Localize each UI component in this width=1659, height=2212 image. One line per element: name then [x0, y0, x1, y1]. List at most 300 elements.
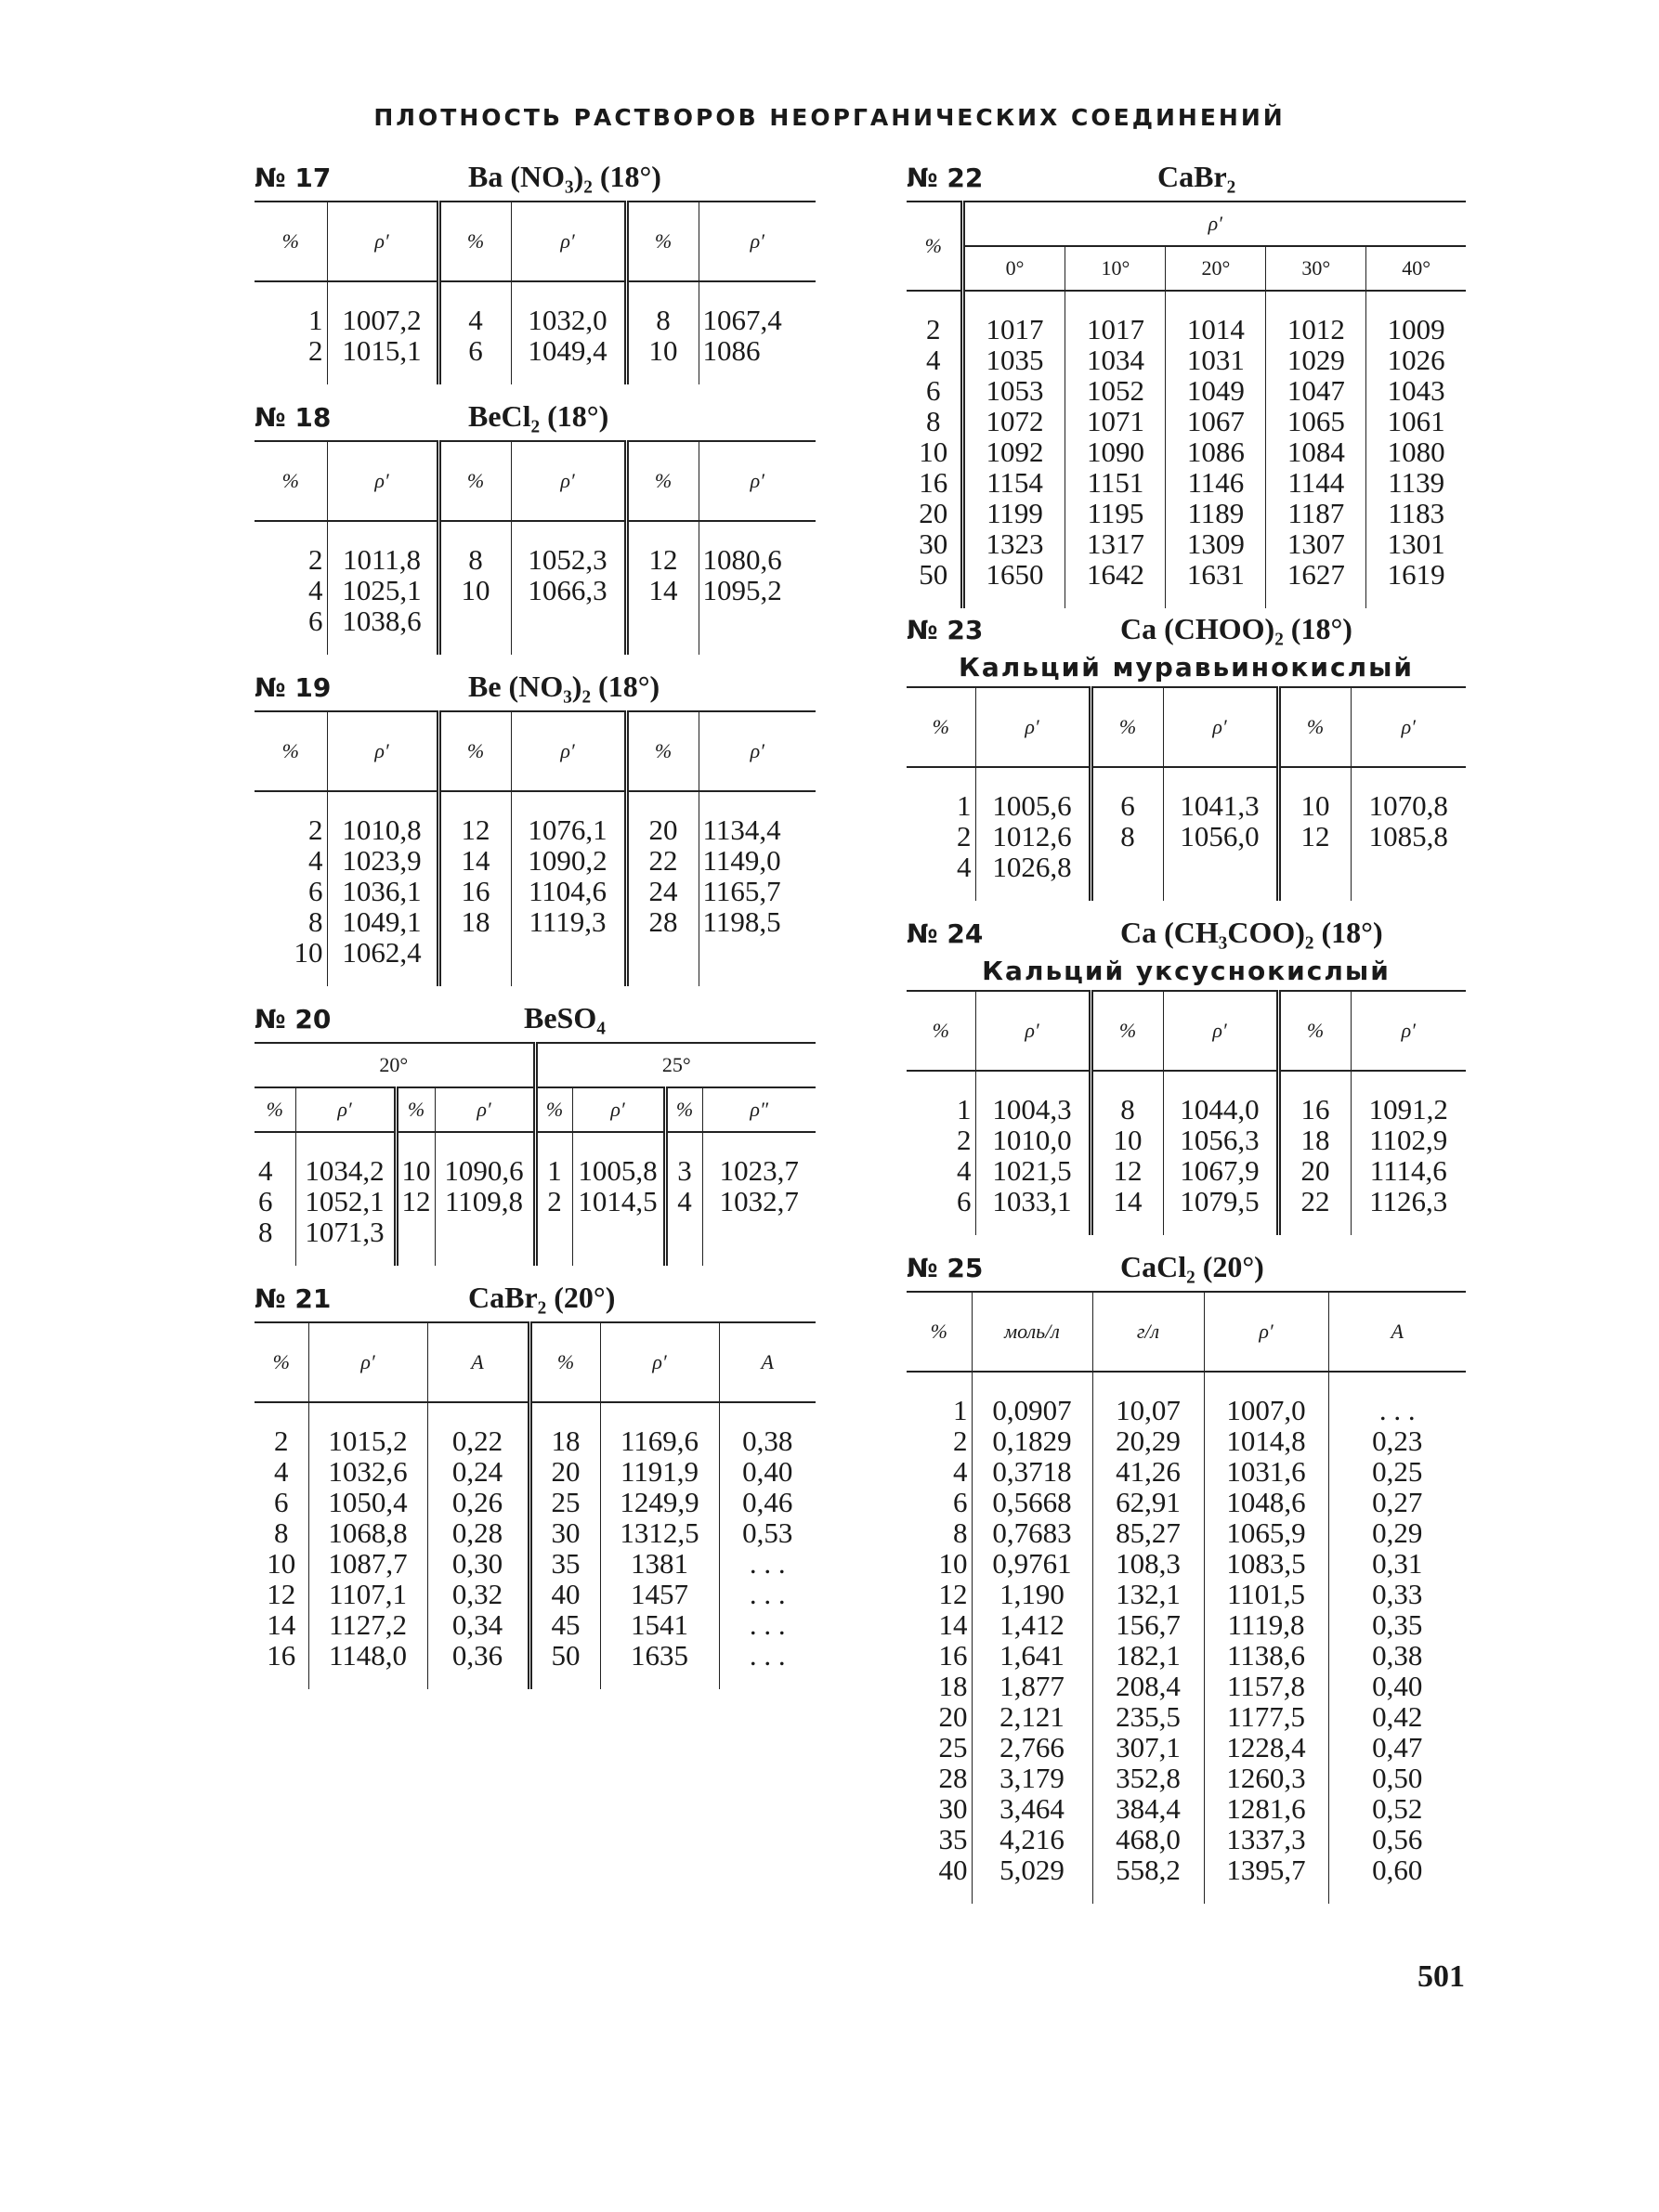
cell: 132,1	[1092, 1579, 1204, 1609]
cell	[511, 605, 626, 655]
cell: 1090,6	[435, 1132, 535, 1186]
cell: 1187	[1266, 498, 1366, 528]
table-23	[907, 686, 1466, 901]
cell	[438, 605, 511, 655]
table-row	[907, 1372, 1466, 1425]
cell: 8	[308, 905, 323, 938]
cell: 1068,8	[308, 1517, 427, 1548]
cell: 0,26	[427, 1487, 529, 1517]
col-header-rho: ρ′	[308, 1322, 427, 1402]
cell: 6	[953, 1486, 968, 1518]
cell: 1012	[1266, 291, 1366, 345]
table-23-subtitle: Кальций муравьинокислый	[958, 652, 1415, 683]
col-header-pct: %	[907, 202, 962, 291]
cell: 14	[267, 1608, 296, 1641]
temp-header: 0°	[962, 246, 1065, 291]
cell: 20	[1278, 1155, 1351, 1186]
cell: 2	[957, 1124, 972, 1156]
cell: 14	[938, 1608, 968, 1641]
cell: 40	[529, 1579, 600, 1609]
cell: 0,5668	[972, 1487, 1092, 1517]
cell: 1041,3	[1163, 767, 1278, 821]
cell: 4	[274, 1455, 289, 1488]
table-24-title	[907, 916, 1466, 953]
col-header-pct: %	[255, 1087, 295, 1132]
col-header-pct: %	[255, 202, 327, 281]
cell: 6	[274, 1486, 289, 1518]
cell	[1163, 852, 1278, 901]
right-column	[907, 160, 1466, 1919]
cell: 12	[1091, 1155, 1163, 1186]
table-row	[907, 1854, 1466, 1904]
cell: 10	[1278, 767, 1351, 821]
table-row	[907, 1071, 1466, 1125]
cell: 0,30	[427, 1548, 529, 1579]
table-row	[255, 1517, 816, 1548]
cell: 1017	[1065, 291, 1166, 345]
cell: 1642	[1065, 559, 1166, 608]
table-number: № 18	[255, 402, 332, 433]
cell: 0,47	[1328, 1732, 1466, 1763]
cell: 2,121	[972, 1701, 1092, 1732]
cell: 1138,6	[1204, 1640, 1328, 1671]
table-row	[907, 1701, 1466, 1732]
cell: 1281,6	[1204, 1793, 1328, 1824]
cell: 2	[308, 334, 323, 367]
cell: 1031	[1166, 345, 1266, 375]
cell: 0,35	[1328, 1609, 1466, 1640]
cell: 4	[926, 344, 941, 376]
cell: 10	[919, 436, 948, 468]
cell: 0,50	[1328, 1763, 1466, 1793]
table-row	[255, 281, 816, 335]
cell: 0,27	[1328, 1487, 1466, 1517]
table-23-title	[907, 612, 1466, 649]
cell: 1011,8	[327, 521, 438, 575]
cell	[1278, 852, 1351, 901]
cell	[702, 1217, 816, 1266]
table-row	[907, 1824, 1466, 1854]
cell: 1,412	[972, 1609, 1092, 1640]
cell: 12	[396, 1186, 435, 1217]
cell: 6	[438, 335, 511, 384]
cell: 1,877	[972, 1671, 1092, 1701]
table-row	[907, 767, 1466, 821]
cell: 0,40	[719, 1456, 816, 1487]
cell: 8	[274, 1516, 289, 1549]
cell: 1301	[1366, 528, 1466, 559]
cell: 1065	[1266, 406, 1366, 436]
cell: 35	[938, 1823, 968, 1855]
cell: 1541	[600, 1609, 719, 1640]
table-row	[255, 845, 816, 876]
cell: 1381	[600, 1548, 719, 1579]
table-row	[255, 335, 816, 384]
table-23-block	[907, 612, 1466, 901]
temp-header: 40°	[1366, 246, 1466, 291]
cell: 1134,4	[699, 791, 816, 845]
cell: 1165,7	[699, 876, 816, 906]
cell: 18	[529, 1402, 600, 1456]
page-header: ПЛОТНОСТЬ РАСТВОРОВ НЕОРГАНИЧЕСКИХ СОЕДИНЕНИЙ	[373, 104, 1286, 131]
table-row	[255, 1132, 816, 1186]
table-number: № 23	[907, 615, 984, 645]
table-21-title	[255, 1281, 816, 1321]
cell: 1015,1	[327, 335, 438, 384]
cell: 1009	[1366, 291, 1466, 345]
cell: 1049	[1166, 375, 1266, 406]
table-24-subtitle: Кальций уксуснокислый	[982, 956, 1391, 986]
cell: 25	[938, 1731, 968, 1763]
col-header-rho: ρ′	[1163, 687, 1278, 767]
cell: 1085,8	[1351, 821, 1466, 852]
col-header-pct: %	[535, 1087, 572, 1132]
col-header-rho: ρ′	[699, 202, 816, 281]
cell	[626, 605, 699, 655]
page-number: 501	[1417, 1959, 1465, 1994]
cell: 0,25	[1328, 1456, 1466, 1487]
table-25-body	[907, 1372, 1466, 1904]
cell: 1127,2	[308, 1609, 427, 1640]
col-header-rho: ρ′	[435, 1087, 535, 1132]
cell: 8	[438, 521, 511, 575]
cell: 1048,6	[1204, 1487, 1328, 1517]
cell: 0,28	[427, 1517, 529, 1548]
cell: 1067,4	[699, 281, 816, 335]
cell: 1076,1	[511, 791, 626, 845]
cell: 1032,6	[308, 1456, 427, 1487]
cell: 1071,3	[295, 1217, 396, 1266]
cell: 1146	[1166, 467, 1266, 498]
cell: 1109,8	[435, 1186, 535, 1217]
cell: 1148,0	[308, 1640, 427, 1689]
cell: 1107,1	[308, 1579, 427, 1609]
cell: 1086	[699, 335, 816, 384]
cell: 1084	[1266, 436, 1366, 467]
cell: 12	[626, 521, 699, 575]
cell: . . .	[1328, 1372, 1466, 1425]
cell: 1025,1	[327, 575, 438, 605]
cell	[699, 605, 816, 655]
cell: 1014,5	[572, 1186, 665, 1217]
cell: 10,07	[1092, 1372, 1204, 1425]
table-row	[255, 1548, 816, 1579]
cell: 6	[308, 875, 323, 907]
cell: 12	[938, 1578, 968, 1610]
table-row	[907, 436, 1466, 467]
cell: 1056,3	[1163, 1125, 1278, 1155]
cell: 1026,8	[975, 852, 1091, 901]
cell: 1080,6	[699, 521, 816, 575]
cell: 85,27	[1092, 1517, 1204, 1548]
table-formula: Be (NO₃)₂ (18°)	[468, 670, 660, 703]
cell: 156,7	[1092, 1609, 1204, 1640]
cell: 1083,5	[1204, 1548, 1328, 1579]
cell: 41,26	[1092, 1456, 1204, 1487]
cell: 1017	[962, 291, 1065, 345]
cell: 1023,9	[327, 845, 438, 876]
cell: 35	[529, 1548, 600, 1579]
table-row	[907, 345, 1466, 375]
cell: 1066,3	[511, 575, 626, 605]
cell: 1049,1	[327, 906, 438, 937]
table-21	[255, 1321, 816, 1689]
cell	[511, 937, 626, 986]
cell: 1,641	[972, 1640, 1092, 1671]
table-row	[255, 1609, 816, 1640]
table-row	[907, 559, 1466, 608]
cell: 0,38	[1328, 1640, 1466, 1671]
temp-header: 30°	[1266, 246, 1366, 291]
cell: 1010,0	[975, 1125, 1091, 1155]
col-header-rho2: ρ″	[702, 1087, 816, 1132]
cell: 1119,8	[1204, 1609, 1328, 1640]
cell: . . .	[719, 1548, 816, 1579]
col-header-pct: %	[907, 991, 975, 1071]
cell: 50	[529, 1640, 600, 1689]
cell: 25	[529, 1487, 600, 1517]
cell: 3	[665, 1132, 702, 1186]
table-18	[255, 440, 816, 655]
cell: 1079,5	[1163, 1186, 1278, 1235]
col-header-a: A	[1328, 1292, 1466, 1372]
col-header-rho: ρ′	[699, 441, 816, 521]
cell: 1	[957, 789, 972, 822]
cell: 4	[957, 851, 972, 883]
col-header-rho: ρ′	[327, 711, 438, 791]
col-header-rho: ρ′	[1351, 687, 1466, 767]
col-header-rho: ρ′	[975, 687, 1091, 767]
cell: 0,42	[1328, 1701, 1466, 1732]
cell: 1395,7	[1204, 1854, 1328, 1904]
left-column	[255, 160, 816, 1704]
cell: 1092	[962, 436, 1065, 467]
table-row	[255, 937, 816, 986]
cell: 16	[938, 1639, 968, 1672]
col-header-pct: %	[529, 1322, 600, 1402]
cell: 1005,6	[975, 767, 1091, 821]
cell: 1323	[962, 528, 1065, 559]
cell: 22	[1278, 1186, 1351, 1235]
cell: 0,32	[427, 1579, 529, 1609]
table-row	[907, 406, 1466, 436]
table-row	[255, 1579, 816, 1609]
table-22-body	[907, 291, 1466, 608]
table-row	[907, 1640, 1466, 1671]
col-header-pct: %	[438, 711, 511, 791]
col-header-rho: ρ′	[511, 202, 626, 281]
cell: 1015,2	[308, 1402, 427, 1456]
col-header-mol: моль/л	[972, 1292, 1092, 1372]
cell: 1012,6	[975, 821, 1091, 852]
table-number: № 22	[907, 163, 984, 193]
cell: 1317	[1065, 528, 1166, 559]
temp-header: 10°	[1065, 246, 1166, 291]
cell	[1351, 852, 1466, 901]
cell: 1139	[1366, 467, 1466, 498]
cell: 1032,7	[702, 1186, 816, 1217]
table-22-block	[907, 160, 1466, 608]
cell: 468,0	[1092, 1824, 1204, 1854]
cell: 10	[938, 1547, 968, 1580]
cell: 1007,2	[327, 281, 438, 335]
cell: 1044,0	[1163, 1071, 1278, 1125]
cell: 6	[957, 1185, 972, 1217]
cell: 2	[535, 1186, 572, 1217]
table-25	[907, 1291, 1466, 1904]
cell: 14	[438, 845, 511, 876]
col-header-rho: ρ′	[572, 1087, 665, 1132]
col-header-pct: %	[626, 711, 699, 791]
table-number: № 25	[907, 1253, 984, 1283]
table-19-title	[255, 670, 816, 710]
cell: 1	[953, 1394, 968, 1426]
cell: 1312,5	[600, 1517, 719, 1548]
col-header-rho: ρ′	[1351, 991, 1466, 1071]
table-row	[907, 821, 1466, 852]
col-header-rho: ρ′	[327, 441, 438, 521]
cell: 40	[938, 1854, 968, 1886]
cell: 2,766	[972, 1732, 1092, 1763]
cell: 16	[919, 466, 948, 499]
table-row	[907, 498, 1466, 528]
cell: 0,29	[1328, 1517, 1466, 1548]
col-header-rho: ρ′	[699, 711, 816, 791]
temp-header: 20°	[1166, 246, 1266, 291]
cell: 1065,9	[1204, 1517, 1328, 1548]
cell: 28	[938, 1762, 968, 1794]
cell: 1056,0	[1163, 821, 1278, 852]
table-20	[255, 1042, 816, 1266]
cell: 1126,3	[1351, 1186, 1466, 1235]
table-row	[907, 1456, 1466, 1487]
table-formula: Ca (CH₃COO)₂ (18°)	[1120, 916, 1383, 949]
table-18-block	[255, 399, 816, 655]
cell: 1038,6	[327, 605, 438, 655]
cell: 1149,0	[699, 845, 816, 876]
cell: 1199	[962, 498, 1065, 528]
cell: 4	[308, 574, 323, 606]
cell: 1080	[1366, 436, 1466, 467]
cell: 6	[926, 374, 941, 407]
temp-header-25: 25°	[535, 1043, 816, 1087]
cell: 1	[535, 1132, 572, 1186]
col-header-pct: %	[255, 711, 327, 791]
cell: 0,40	[1328, 1671, 1466, 1701]
col-header-pct: %	[907, 1292, 972, 1372]
cell: . . .	[719, 1579, 816, 1609]
table-formula: Ba (NO₃)₂ (18°)	[468, 160, 661, 193]
cell: 1031,6	[1204, 1456, 1328, 1487]
cell: 2	[953, 1425, 968, 1457]
cell: 4	[258, 1154, 273, 1187]
cell: 14	[626, 575, 699, 605]
col-header-gl: г/л	[1092, 1292, 1204, 1372]
table-row	[907, 1763, 1466, 1793]
cell: 16	[438, 876, 511, 906]
cell: 0,60	[1328, 1854, 1466, 1904]
table-row	[255, 1456, 816, 1487]
cell: 1144	[1266, 467, 1366, 498]
table-row	[907, 375, 1466, 406]
cell: 16	[267, 1639, 296, 1672]
table-24	[907, 990, 1466, 1235]
cell: 0,38	[719, 1402, 816, 1456]
table-formula: BeSO₄	[524, 1001, 606, 1034]
cell: 0,33	[1328, 1579, 1466, 1609]
cell: . . .	[719, 1640, 816, 1689]
cell: 1067	[1166, 406, 1266, 436]
table-row	[907, 1579, 1466, 1609]
col-header-pct: %	[438, 202, 511, 281]
cell: 18	[1278, 1125, 1351, 1155]
cell: 0,23	[1328, 1425, 1466, 1456]
table-row	[907, 1186, 1466, 1235]
cell: 2	[957, 820, 972, 852]
cell: 3,464	[972, 1793, 1092, 1824]
cell: 6	[258, 1185, 273, 1217]
cell: 1070,8	[1351, 767, 1466, 821]
table-row	[255, 521, 816, 575]
cell: 30	[938, 1792, 968, 1825]
cell	[699, 937, 816, 986]
cell: 1	[308, 304, 323, 336]
table-row	[907, 1671, 1466, 1701]
cell: 1249,9	[600, 1487, 719, 1517]
cell: 45	[529, 1609, 600, 1640]
cell: 0,9761	[972, 1548, 1092, 1579]
cell: 8	[1091, 1071, 1163, 1125]
cell: 0,52	[1328, 1793, 1466, 1824]
cell: 4	[957, 1154, 972, 1187]
cell: 1021,5	[975, 1155, 1091, 1186]
col-header-rho: ρ′	[511, 441, 626, 521]
table-row	[255, 575, 816, 605]
cell: 1189	[1166, 498, 1266, 528]
cell: 1053	[962, 375, 1065, 406]
cell: 12	[267, 1578, 296, 1610]
table-17-title	[255, 160, 816, 201]
table-22-title	[907, 160, 1466, 201]
cell: 16	[1278, 1071, 1351, 1125]
cell: 2	[926, 313, 941, 345]
table-formula: CaBr₂	[1157, 160, 1236, 193]
table-row	[255, 906, 816, 937]
col-header-rho: ρ′	[1204, 1292, 1328, 1372]
cell: 10	[626, 335, 699, 384]
table-row	[907, 1517, 1466, 1548]
cell: 0,22	[427, 1402, 529, 1456]
cell: 8	[626, 281, 699, 335]
table-number: № 17	[255, 163, 332, 193]
table-18-title	[255, 399, 816, 440]
col-header-pct: %	[438, 441, 511, 521]
cell: 12	[438, 791, 511, 845]
cell	[665, 1217, 702, 1266]
col-header-pct: %	[255, 441, 327, 521]
cell: 1004,3	[975, 1071, 1091, 1125]
table-row	[907, 1155, 1466, 1186]
cell	[1091, 852, 1163, 901]
table-row	[255, 1402, 816, 1456]
table-row	[907, 852, 1466, 901]
table-row	[255, 791, 816, 845]
col-header-rho: ρ′	[962, 202, 1466, 246]
cell: 1169,6	[600, 1402, 719, 1456]
cell: 0,31	[1328, 1548, 1466, 1579]
cell: 1052	[1065, 375, 1166, 406]
col-header-rho: ρ′	[975, 991, 1091, 1071]
